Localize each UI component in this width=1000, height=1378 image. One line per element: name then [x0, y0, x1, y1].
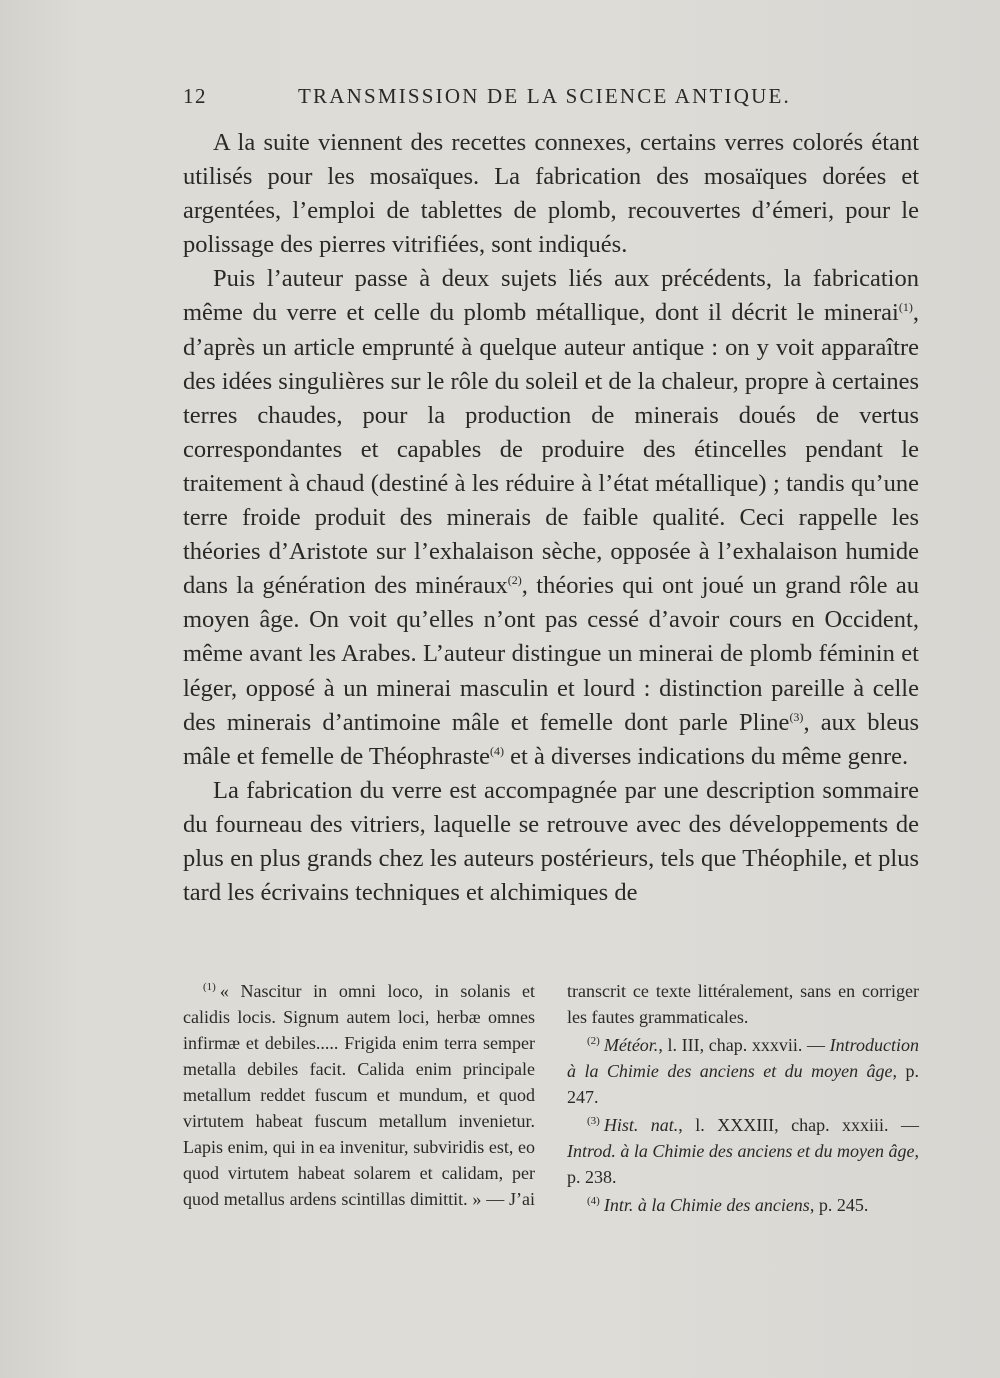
footnote-2-source: Météor. [603, 1035, 659, 1055]
paragraph-3: La fabrication du verre est accompagnée par une description sommaire du fourneau des vitriers, laquelle se retrouve avec des développements de plus en plus grands chez les auteurs postérieurs, tels que Théophile, et plus tard les écrivains techniques et alchimiques de [183, 776, 919, 907]
footnotes [183, 978, 919, 1258]
paragraph-2-part-e: et à diverses indications du même genre. [504, 742, 909, 770]
footnote-2 [567, 1032, 919, 1110]
footnote-4-reference: Intr. à la Chimie des anciens [603, 1195, 810, 1215]
footnote-ref-1: (1) [898, 300, 913, 315]
footnote-2-reference: Introduction à la Chimie des anciens et du moyen âge [567, 1035, 919, 1081]
running-title: TRANSMISSION DE LA SCIENCE ANTIQUE. [298, 84, 791, 108]
page-number: 12 [183, 84, 207, 108]
footnote-1-mark: (1) [203, 981, 216, 993]
footnote-4 [567, 1192, 919, 1218]
paragraph-2-part-a: Puis l’auteur passe à deux sujets liés aux précédents, la fabrication même du verre et celle du plomb métallique, dont il décrit le minerai [183, 265, 919, 327]
paragraph-2 [183, 262, 919, 773]
page-header [183, 84, 919, 118]
main-text [183, 126, 919, 910]
footnote-3-text: , l. XXXIII, chap. xxxiii. — [678, 1115, 919, 1135]
paragraph-2-part-d: , aux bleus mâle et femelle de Théophraste [183, 708, 919, 770]
paragraph-1: A la suite viennent des recettes connexes, certains verres colorés étant utilisés pour les mosaïques. La fabrication des mosaïques dorées et argentées, l’emploi de tablettes de plomb, recouvertes d’émeri, pour le polissage des pierres vitrifiées, sont indiqués. [183, 129, 919, 259]
footnote-ref-3: (3) [789, 709, 804, 724]
footnote-2-text: , l. III, chap. xxxvii. — [658, 1035, 830, 1055]
paragraph-2-part-b: , d’après un article emprunté à quelque auteur antique : on y voit apparaître des idées singulières sur le rôle du soleil et de la chaleur, propre à certaines terres chaudes, pour la production de minerais doués de vertus correspondantes et capables de produire des étincelles pendant le traitement à chaud (destiné à les réduire à l’état métallique) ; tandis qu’une terre froide produit des minerais de faible qualité. Ceci rappelle les théories d’Aristote sur l’exhalaison sèche, opposée à l’exhalaison humide dans la génération des minéraux [183, 299, 919, 600]
footnote-ref-4: (4) [490, 743, 505, 758]
footnote-3-reference: Introd. à la Chimie des anciens et du moyen âge [567, 1141, 915, 1161]
footnote-1-text: « Nascitur in omni loco, in solanis et calidis locis. Signum autem loci, herbæ omnes infirmæ et debiles..... Frigida enim terra semper metalla debiles facit. Calida enim principale metallum reddet fuscum et mundum, et quod virtutem habeat fuscum metallum invenietur. Lapis enim, qui in ea invenitur, subviridis est, eo quod virtutem habeat solarem et calidam, per quod metallus ardens scintillas dimittit. » — J’ai transcrit ce texte littéralement, sans en corriger les fautes grammaticales. [183, 981, 919, 1209]
footnote-2-mark: (2) [587, 1035, 600, 1047]
footnote-3-source: Hist. nat. [603, 1115, 679, 1135]
footnote-3 [567, 1112, 919, 1190]
footnote-4-mark: (4) [587, 1195, 600, 1207]
footnote-3-page: , p. 238. [567, 1141, 919, 1187]
paragraph-2-part-c: , théories qui ont joué un grand rôle au moyen âge. On voit qu’elles n’ont pas cessé d’avoir cours en Occident, même avant les Arabes. L’auteur distingue un minerai de plomb féminin et léger, opposé à un minerai masculin et lourd : distinction pareille à celle des minerais d’antimoine mâle et femelle dont parle Pline [183, 572, 919, 736]
footnote-3-mark: (3) [587, 1115, 600, 1127]
footnote-2-page: , p. 247. [567, 1061, 919, 1107]
footnote-ref-2: (2) [507, 573, 522, 588]
footnote-4-page: , p. 245. [809, 1195, 869, 1215]
